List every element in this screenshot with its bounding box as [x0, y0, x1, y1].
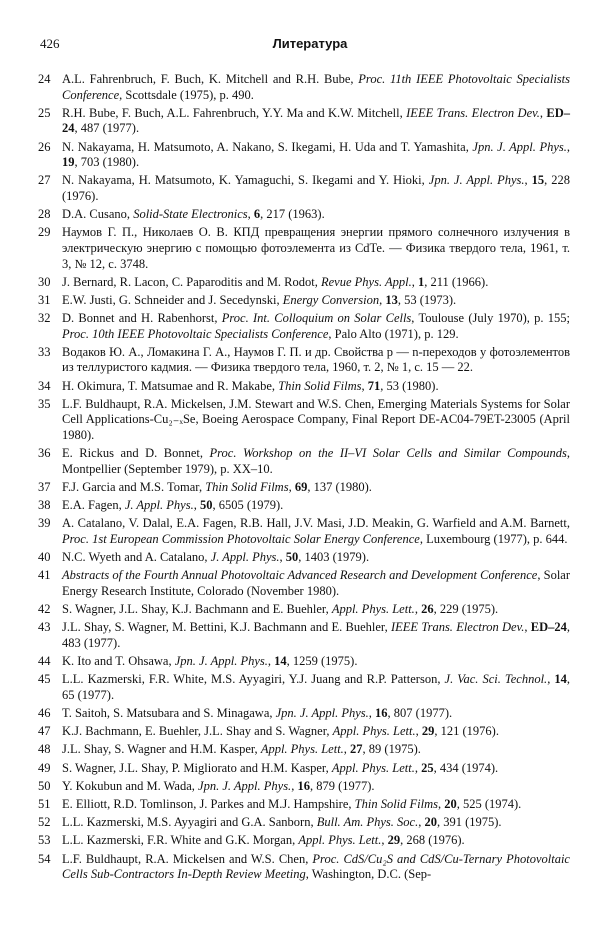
reference-segment: Водаков Ю. А., Ломакина Г. А., Наумов Г. П. и др. Свойства p — n-переходов у фотоэлементов из теллуристого кадмия. — Физика твердого тела, 1960, т. 2, № 1, с. 15 — 22. [62, 344, 570, 375]
reference-entry [38, 480, 570, 496]
reference-text [62, 815, 570, 831]
reference-source-title: Jpn. J. Appl. Phys. [428, 173, 525, 188]
reference-text [62, 498, 570, 514]
reference-volume: 14 [274, 654, 287, 669]
reference-segment: , [411, 274, 418, 289]
reference-volume: 69 [294, 479, 308, 494]
reference-segment: , 525 (1974). [456, 796, 522, 811]
reference-segment: D.A. Cusano, [62, 207, 134, 222]
reference-number: 37 [38, 479, 51, 494]
reference-source-title: IEEE Trans. Electron Dev. [406, 105, 540, 120]
reference-volume: ED–24 [530, 620, 567, 635]
reference-number: 53 [38, 833, 51, 848]
reference-entry [38, 833, 570, 849]
reference-number: 31 [38, 292, 51, 307]
reference-text [62, 761, 570, 777]
reference-entry [38, 140, 570, 171]
reference-source-title: Appl. Phys. Lett. [331, 760, 415, 775]
reference-text [62, 742, 570, 758]
reference-text [62, 568, 570, 599]
reference-text [62, 397, 570, 444]
reference-segment: , [361, 378, 368, 393]
reference-segment: , 6505 (1979). [212, 498, 284, 513]
reference-segment: , [343, 742, 351, 757]
reference-segment: , Luxembourg (1977), p. 644. [419, 531, 568, 546]
reference-number: 50 [38, 778, 51, 793]
reference-segment: Y. Kokubun and M. Wada, [62, 778, 199, 793]
reference-volume: 26 [421, 602, 434, 617]
reference-number: 24 [38, 72, 51, 86]
reference-volume: 50 [199, 498, 213, 513]
page-number: 426 [40, 36, 60, 51]
reference-source-title: Proc. 10th IEEE Photovoltaic Specialists Conference [62, 326, 329, 341]
reference-source-title: Appl. Phys. Lett. [298, 833, 382, 848]
reference-entry [38, 345, 570, 376]
reference-entry [38, 275, 570, 291]
reference-text [62, 602, 570, 618]
reference-source-title: J. Appl. Phys. [124, 498, 194, 513]
reference-volume: 25 [421, 760, 434, 775]
reference-segment: , Montpellier (September 1979), p. XX–10. [62, 446, 571, 476]
reference-segment: K. Ito and T. Ohsawa, [62, 654, 175, 669]
reference-segment: , 487 (1977). [74, 121, 140, 136]
reference-entry [38, 620, 570, 651]
reference-text [62, 173, 570, 204]
reference-source-title: Appl. Phys. Lett. [332, 724, 416, 739]
reference-segment: N.C. Wyeth and A. Catalano, [62, 550, 211, 565]
reference-entry [38, 742, 570, 758]
reference-entry [38, 815, 570, 831]
reference-source-title: Appl. Phys. Lett. [331, 602, 415, 617]
reference-volume: 29 [387, 833, 401, 848]
reference-source-title: IEEE Trans. Electron Dev. [390, 620, 525, 635]
reference-number: 51 [38, 796, 51, 811]
reference-volume: 50 [285, 550, 299, 565]
reference-source-title: Proc. Workshop on the II–VI Solar Cells and Similar Compounds [209, 446, 567, 461]
reference-segment: , 65 (1977). [62, 672, 570, 702]
reference-segment: , Scottsdale (1975), p. 490. [119, 87, 254, 102]
reference-source-title: Proc. Int. Colloquium on Solar Cells [221, 311, 412, 326]
reference-segment: , [539, 105, 547, 120]
reference-source-title: Thin Solid Films [354, 796, 438, 811]
reference-segment: , Solar Energy Research Institute, Colorado (November 1980). [62, 568, 571, 598]
reference-segment: , [547, 672, 555, 687]
reference-segment: J.L. Shay, S. Wagner, M. Bettini, K.J. Bachmann and E. Buehler, [62, 620, 391, 635]
reference-entry [38, 379, 570, 395]
reference-segment: , [279, 550, 286, 565]
reference-segment: , [267, 654, 275, 669]
reference-segment: , 89 (1975). [362, 742, 421, 757]
reference-segment: N. Nakayama, H. Matsumoto, A. Nakano, S. Ikegami, H. Uda and T. Yamashita, [62, 139, 473, 154]
reference-segment: , 434 (1974). [433, 760, 499, 775]
reference-entry [38, 498, 570, 514]
reference-volume: 6 [253, 207, 261, 222]
reference-entry [38, 852, 570, 883]
reference-list [38, 72, 570, 885]
reference-source-title: J. Appl. Phys. [210, 550, 280, 565]
reference-text [62, 345, 570, 376]
reference-entry [38, 225, 570, 272]
reference-segment: , 483 (1977). [62, 620, 570, 650]
reference-entry [38, 797, 570, 813]
reference-segment: , 53 (1973). [397, 292, 457, 307]
reference-number: 29 [38, 225, 51, 240]
reference-segment: , 217 (1963). [260, 207, 325, 222]
reference-number: 48 [38, 742, 51, 757]
reference-segment: , [418, 815, 425, 830]
reference-number: 35 [38, 396, 51, 411]
reference-text [62, 620, 570, 651]
reference-volume: 20 [424, 815, 437, 830]
reference-segment: , [288, 479, 295, 494]
reference-volume: 15 [531, 173, 545, 188]
reference-entry [38, 106, 570, 137]
reference-segment: L.L. Kazmerski, F.R. White, M.S. Ayyagiri, Y.J. Juang and R.P. Patterson, [62, 672, 445, 687]
reference-segment: L.L. Kazmerski, F.R. White and G.K. Morgan, [62, 833, 299, 848]
reference-entry [38, 672, 570, 703]
reference-source-title: J. Vac. Sci. Technol. [444, 672, 548, 687]
reference-text [62, 833, 570, 849]
reference-number: 42 [38, 602, 51, 617]
reference-text [62, 516, 570, 547]
reference-text [62, 550, 570, 566]
reference-entry [38, 779, 570, 795]
reference-volume: 16 [375, 706, 388, 721]
reference-text [62, 724, 570, 740]
reference-entry [38, 72, 570, 103]
reference-segment: J. Bernard, R. Lacon, C. Paparoditis and M. Rodot, [62, 274, 321, 289]
reference-volume: 16 [297, 778, 310, 793]
reference-volume: 14 [554, 672, 567, 687]
reference-segment: , [247, 207, 254, 222]
reference-source-title: Proc. 11th IEEE Photovoltaic Specialists Conference [62, 72, 570, 102]
reference-source-title: Revue Phys. Appl. [321, 274, 412, 289]
reference-text [62, 140, 570, 171]
reference-number: 32 [38, 311, 51, 326]
reference-segment: E. Elliott, R.D. Tomlinson, J. Parkes and M.J. Hampshire, [62, 796, 355, 811]
reference-segment: , 807 (1977). [387, 706, 453, 721]
reference-segment: , 137 (1980). [307, 479, 372, 494]
reference-number: 34 [38, 378, 51, 393]
reference-segment: , [415, 724, 422, 739]
reference-segment: , 1403 (1979). [298, 550, 370, 565]
reference-number: 27 [38, 173, 51, 188]
reference-segment: L.L. Kazmerski, M.S. Ayyagiri and G.A. Sanborn, [62, 815, 317, 830]
reference-number: 46 [38, 706, 51, 721]
reference-text [62, 275, 570, 291]
reference-text [62, 311, 570, 342]
reference-segment: , 53 (1980). [380, 378, 439, 393]
reference-number: 28 [38, 207, 51, 222]
reference-number: 41 [38, 568, 51, 583]
reference-segment: F.J. Garcia and M.S. Tomar, [62, 479, 206, 494]
reference-segment: , 211 (1966). [424, 274, 489, 289]
reference-entry [38, 550, 570, 566]
reference-number: 39 [38, 516, 51, 531]
reference-entry [38, 761, 570, 777]
reference-segment: , 703 (1980). [74, 155, 140, 170]
reference-source-title: Abstracts of the Fourth Annual Photovoltaic Advanced Research and Development Conference [62, 568, 538, 583]
reference-entry [38, 311, 570, 342]
reference-number: 44 [38, 654, 51, 669]
reference-text [62, 654, 570, 670]
reference-number: 40 [38, 550, 51, 565]
reference-entry [38, 654, 570, 670]
reference-source-title: Jpn. J. Appl. Phys. [472, 139, 567, 154]
reference-segment: S. Wagner, J.L. Shay, K.J. Bachmann and E. Buehler, [62, 602, 332, 617]
reference-source-title: Solid-State Electronics [133, 207, 248, 222]
reference-entry [38, 293, 570, 309]
reference-source-title: Jpn. J. Appl. Phys. [174, 654, 268, 669]
reference-volume: 19 [62, 155, 75, 170]
reference-text [62, 225, 570, 272]
reference-volume: 71 [367, 378, 381, 393]
reference-segment: , [381, 833, 388, 848]
reference-source-title: Thin Solid Films [205, 479, 289, 494]
reference-number: 30 [38, 274, 51, 289]
reference-segment: , Palo Alto (1971), p. 129. [328, 326, 459, 341]
reference-volume: 1 [417, 274, 425, 289]
reference-segment: , [193, 498, 200, 513]
reference-segment: , Toulouse (July 1970), p. 155; [411, 311, 570, 326]
reference-segment: A. Catalano, V. Dalal, E.A. Fagen, R.B. Hall, J.V. Masi, J.D. Meakin, G. Warfield and A.M. Barnett, [62, 516, 570, 531]
reference-segment: R.H. Bube, F. Buch, A.L. Fahrenbruch, Y.Y. Ma and K.W. Mitchell, [62, 105, 407, 120]
reference-volume: 20 [444, 796, 457, 811]
reference-number: 52 [38, 815, 51, 830]
reference-text [62, 797, 570, 813]
reference-entry [38, 446, 570, 477]
reference-segment: L.F. Buldhaupt, R.A. Mickelsen and W.S. Chen, [62, 851, 313, 866]
reference-entry [38, 602, 570, 618]
reference-entry [38, 397, 570, 444]
reference-segment: T. Saitoh, S. Matsubara and S. Minagawa, [62, 706, 276, 721]
reference-segment: , 391 (1975). [436, 815, 502, 830]
reference-number: 25 [38, 105, 51, 120]
reference-segment: , [368, 706, 376, 721]
reference-segment: H. Okimura, T. Matsumae and R. Makabe, [62, 378, 279, 393]
reference-volume: 27 [350, 742, 363, 757]
reference-segment: , [566, 139, 571, 154]
reference-number: 54 [38, 851, 51, 866]
reference-number: 45 [38, 672, 51, 687]
reference-source-title: Jpn. J. Appl. Phys. [275, 706, 369, 721]
reference-volume: 29 [421, 724, 435, 739]
page-header [40, 36, 580, 56]
reference-entry [38, 568, 570, 599]
reference-text [62, 480, 570, 496]
reference-segment: J.L. Shay, S. Wagner and H.M. Kasper, [62, 742, 261, 757]
reference-text [62, 207, 570, 223]
reference-segment: , 268 (1976). [400, 833, 465, 848]
reference-text [62, 446, 570, 477]
reference-entry [38, 724, 570, 740]
reference-segment: S. Wagner, J.L. Shay, P. Migliorato and H.M. Kasper, [62, 760, 332, 775]
reference-number: 36 [38, 446, 51, 461]
reference-volume: ED–24 [62, 105, 571, 136]
reference-segment: , [414, 602, 422, 617]
reference-segment: Наумов Г. П., Николаев О. В. КПД превращения энергии прямого солнечного излучения в электрическую энергию с помощью фотоэлемента из CdTe. — Физика твердого тела, 1961, т. 3, № 12, с. 3748. [62, 225, 570, 271]
reference-number: 26 [38, 139, 51, 154]
reference-segment: , [291, 778, 298, 793]
reference-entry [38, 706, 570, 722]
reference-source-title: Thin Solid Films [278, 378, 362, 393]
reference-segment: , [414, 760, 422, 775]
reference-segment: E. Rickus and D. Bonnet, [62, 446, 210, 461]
reference-number: 33 [38, 344, 51, 359]
reference-text [62, 72, 570, 103]
reference-segment: , 229 (1975). [433, 602, 499, 617]
reference-source-title: Appl. Phys. Lett. [260, 742, 344, 757]
reference-number: 43 [38, 620, 51, 635]
reference-segment: K.J. Bachmann, E. Buehler, J.L. Shay and S. Wagner, [62, 724, 333, 739]
reference-segment: , [524, 173, 532, 188]
reference-segment: , 879 (1977). [309, 778, 375, 793]
reference-text [62, 672, 570, 703]
reference-segment: A.L. Fahrenbruch, F. Buch, K. Mitchell and R.H. Bube, [62, 72, 359, 86]
reference-number: 49 [38, 760, 51, 775]
reference-segment: , [379, 292, 386, 307]
reference-text [62, 852, 570, 883]
reference-segment: , Washington, D.C. (Sep- [305, 867, 432, 882]
reference-segment: , 121 (1976). [434, 724, 499, 739]
reference-segment: N. Nakayama, H. Matsumoto, K. Yamaguchi, S. Ikegami and Y. Hioki, [62, 173, 429, 188]
reference-volume: 13 [385, 292, 398, 307]
reference-segment: , [524, 620, 531, 635]
reference-entry [38, 207, 570, 223]
reference-source-title: Bull. Am. Phys. Soc. [316, 815, 419, 830]
reference-segment: D. Bonnet and H. Rabenhorst, [62, 311, 222, 326]
reference-entry [38, 173, 570, 204]
reference-number: 38 [38, 498, 51, 513]
reference-source-title: Jpn. J. Appl. Phys. [198, 778, 292, 793]
reference-segment: , [437, 796, 445, 811]
reference-text [62, 379, 570, 395]
reference-segment: , 1259 (1975). [286, 654, 358, 669]
running-title: Литература [272, 36, 348, 51]
reference-text [62, 293, 570, 309]
reference-text [62, 779, 570, 795]
reference-segment: L.F. Buldhaupt, R.A. Mickelsen, J.M. Stewart and W.S. Chen, Emerging Materials Systems for Solar Cell Applications-Cu₂₋ₓSe, Boeing Aerospace Company, Final Report DE-AC04-79ET-23005 (April 1980). [62, 396, 570, 442]
reference-entry [38, 516, 570, 547]
reference-text [62, 106, 570, 137]
reference-segment: E.W. Justi, G. Schneider and J. Secedynski, [62, 292, 283, 307]
reference-segment: , 228 (1976). [62, 173, 571, 203]
reference-source-title: Energy Conversion [282, 292, 380, 307]
reference-segment: E.A. Fagen, [62, 498, 125, 513]
reference-source-title: Proc. CdS/Cu₂S and CdS/Cu-Ternary Photovoltaic Cells Sub-Contractors In-Depth Review Meeting [62, 851, 570, 882]
reference-text [62, 706, 570, 722]
reference-number: 47 [38, 724, 51, 739]
reference-source-title: Proc. 1st European Commission Photovoltaic Solar Energy Conference [62, 531, 420, 546]
